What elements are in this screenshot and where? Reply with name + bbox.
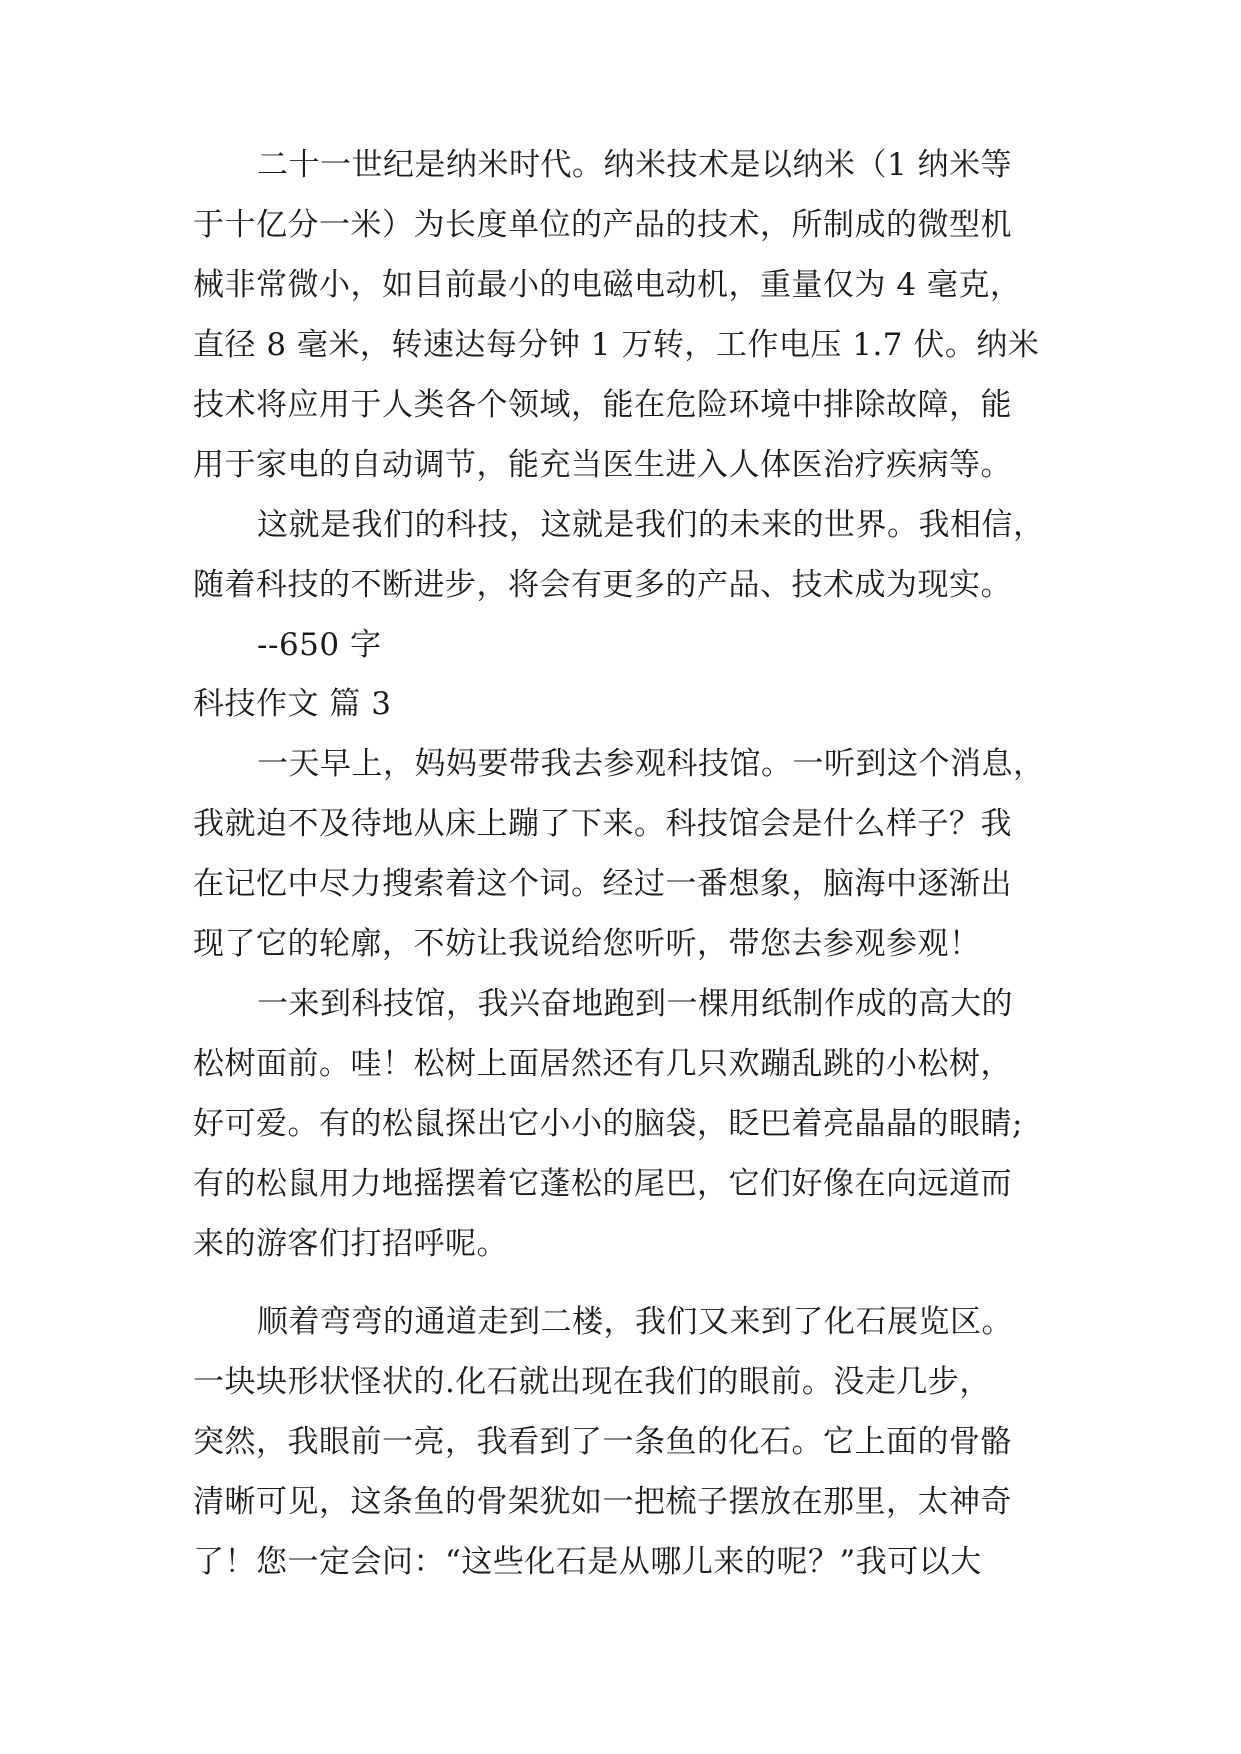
paragraph-line: 这就是我们的科技，这就是我们的未来的世界。我相信， [257, 507, 1045, 543]
paragraph-line: 现了它的轮廓，不妨让我说给您听听，带您去参观参观！ [193, 926, 981, 962]
paragraph-line: 二十一世纪是纳米时代。纳米技术是以纳米（1 纳米等 [257, 147, 1013, 183]
paragraph-line: 一块块形状怪状的.化石就出现在我们的眼前。没走几步， [193, 1364, 991, 1400]
paragraph-line: 松树面前。哇！松树上面居然还有几只欢蹦乱跳的小松树， [193, 1046, 1012, 1082]
paragraph-line: 直径 8 毫米，转速达每分钟 1 万转，工作电压 1.7 伏。纳米 [193, 327, 1040, 363]
paragraph-line: 技术将应用于人类各个领域，能在危险环境中排除故障，能 [193, 387, 1012, 423]
paragraph-line: 一来到科技馆，我兴奋地跑到一棵用纸制作成的高大的 [257, 986, 1013, 1022]
paragraph-line: 有的松鼠用力地摇摆着它蓬松的尾巴，它们好像在向远道而 [193, 1166, 1012, 1202]
paragraph-line: 来的游客们打招呼呢。 [193, 1226, 508, 1262]
paragraph-line: 突然，我眼前一亮，我看到了一条鱼的化石。它上面的骨骼 [193, 1424, 1012, 1460]
paragraph-line: 于十亿分一米）为长度单位的产品的技术，所制成的微型机 [193, 207, 1012, 243]
paragraph-line: 械非常微小，如目前最小的电磁电动机，重量仅为 4 毫克， [193, 267, 1022, 303]
paragraph-line: 一天早上，妈妈要带我去参观科技馆。一听到这个消息， [257, 746, 1045, 782]
paragraph-line: 了！您一定会问：“这些化石是从哪儿来的呢？”我可以大 [193, 1544, 982, 1580]
word-count: --650 字 [257, 627, 382, 663]
paragraph-line: 我就迫不及待地从床上蹦了下来。科技馆会是什么样子？我 [193, 806, 1012, 842]
paragraph-line: 在记忆中尽力搜索着这个词。经过一番想象，脑海中逐渐出 [193, 866, 1012, 902]
paragraph-line: 清晰可见，这条鱼的骨架犹如一把梳子摆放在那里，太神奇 [193, 1484, 1012, 1520]
paragraph-line: 随着科技的不断进步，将会有更多的产品、技术成为现实。 [193, 567, 1012, 603]
section-heading: 科技作文 篇 3 [193, 686, 392, 722]
paragraph-line: 好可爱。有的松鼠探出它小小的脑袋，眨巴着亮晶晶的眼睛; [193, 1106, 1023, 1142]
paragraph-line: 顺着弯弯的通道走到二楼，我们又来到了化石展览区。 [257, 1304, 1013, 1340]
paragraph-line: 用于家电的自动调节，能充当医生进入人体医治疗疾病等。 [193, 447, 1012, 483]
